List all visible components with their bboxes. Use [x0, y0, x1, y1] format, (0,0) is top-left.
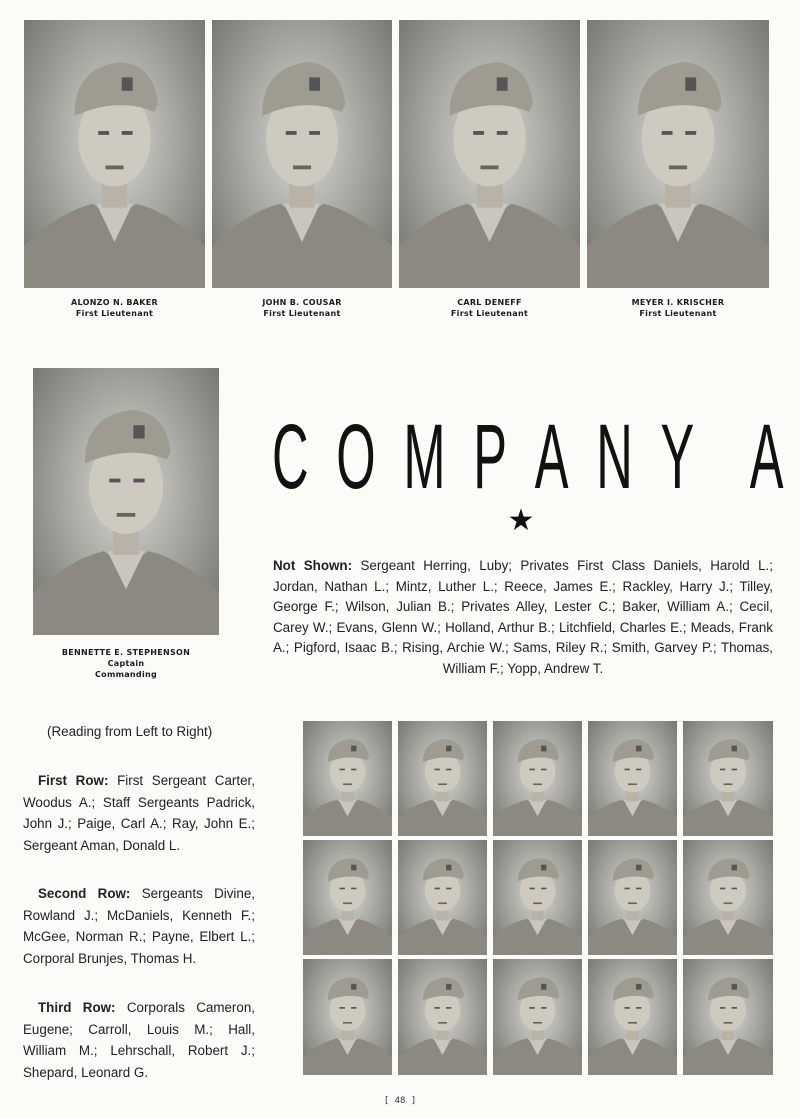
- officer-rank: First Lieutenant: [639, 309, 717, 318]
- page-title: [272, 402, 784, 512]
- officer-caption-deneff: [399, 297, 580, 319]
- title-letter: Y: [660, 406, 695, 508]
- officer-photo-krischer: [587, 20, 769, 288]
- enlisted-photo: [493, 959, 582, 1075]
- first-row-caption: [23, 770, 255, 856]
- title-letter: N: [596, 406, 633, 508]
- title-letter: M: [403, 406, 446, 508]
- officer-rank: First Lieutenant: [263, 309, 341, 318]
- officer-rank: First Lieutenant: [75, 309, 154, 318]
- enlisted-photo: [303, 721, 392, 836]
- not-shown-paragraph: [273, 556, 773, 679]
- officer-name: CARL DENEFF: [457, 298, 522, 307]
- second-row-caption: [23, 883, 255, 969]
- enlisted-photo: [493, 721, 582, 836]
- not-shown-label: Not Shown:: [273, 558, 353, 573]
- officer-photo-deneff: [399, 20, 580, 288]
- enlisted-photo: [398, 840, 487, 955]
- officer-name: ALONZO N. BAKER: [70, 298, 159, 307]
- third-row-caption: [23, 997, 255, 1083]
- commander-role: Commanding: [94, 670, 158, 679]
- row-text: Sergeants Divine, Rowland J.; McDaniels, Kenneth F.; McGee, Norman R.; Payne, Elbert L.; Corporal Brunjes, Thomas H.: [23, 886, 255, 966]
- page-number: [ 48 ]: [383, 1096, 417, 1106]
- enlisted-photo: [303, 959, 392, 1075]
- officer-photo-baker: [24, 20, 205, 288]
- row-text: Corporals Cameron, Eugene; Carroll, Louis M.; Hall, William M.; Lehrschall, Robert J.; Shepard, Leonard G.: [23, 1000, 255, 1080]
- enlisted-photo: [588, 840, 677, 955]
- title-letter: P: [473, 406, 508, 508]
- enlisted-photo: [683, 959, 773, 1075]
- commander-caption: [33, 647, 219, 680]
- row-label: First Row:: [38, 773, 109, 788]
- row-text: First Sergeant Carter, Woodus A.; Staff Sergeants Padrick, John J.; Paige, Carl A.; Ray, John E.; Sergeant Aman, Donald L.: [23, 773, 255, 853]
- row-label: Second Row:: [38, 886, 131, 901]
- enlisted-photo: [398, 721, 487, 836]
- not-shown-text: Sergeant Herring, Luby; Privates First Class Daniels, Harold L.; Jordan, Nathan L.; Mintz, Luther L.; Reece, James E.; Rackley, Harry J.; Tilley, George F.; Wilson, Julian B.; Privates Alley, Lester C.; Baker, William A.; Cecil, Carey W.; Evans, Glenn W.; Holland, Arthur B.; Litchfield, Charles E.; Meads, Frank A.; Pigford, Isaac B.; Rising, Archie W.; Sams, Riley R.; Smith, Garvey P.; Thomas, William F.; Yopp, Andrew T.: [273, 558, 773, 676]
- commander-photo: [33, 368, 219, 635]
- enlisted-photo: [588, 721, 677, 836]
- enlisted-photo: [683, 840, 773, 955]
- commander-rank: Captain: [107, 659, 145, 668]
- enlisted-photo: [398, 959, 487, 1075]
- officer-name: MEYER I. KRISCHER: [631, 298, 725, 307]
- star-icon: ★: [507, 503, 535, 538]
- enlisted-photo: [683, 721, 773, 836]
- officer-caption-cousar: [212, 297, 392, 319]
- enlisted-photo: [493, 840, 582, 955]
- officer-rank: First Lieutenant: [450, 309, 529, 318]
- reading-note: (Reading from Left to Right): [47, 724, 213, 739]
- officer-caption-baker: [24, 297, 205, 319]
- enlisted-photo: [303, 840, 392, 955]
- title-letter: A: [534, 406, 569, 508]
- officer-name: JOHN B. COUSAR: [262, 298, 342, 307]
- officer-caption-krischer: [587, 297, 769, 319]
- title-letter: A: [749, 406, 784, 508]
- title-letter: C: [272, 406, 309, 508]
- enlisted-photo: [588, 959, 677, 1075]
- enlisted-photo-grid: [303, 721, 773, 1075]
- officer-photo-cousar: [212, 20, 392, 288]
- row-label: Third Row:: [38, 1000, 116, 1015]
- title-letter: O: [336, 406, 376, 508]
- commander-name: BENNETTE E. STEPHENSON: [61, 648, 191, 657]
